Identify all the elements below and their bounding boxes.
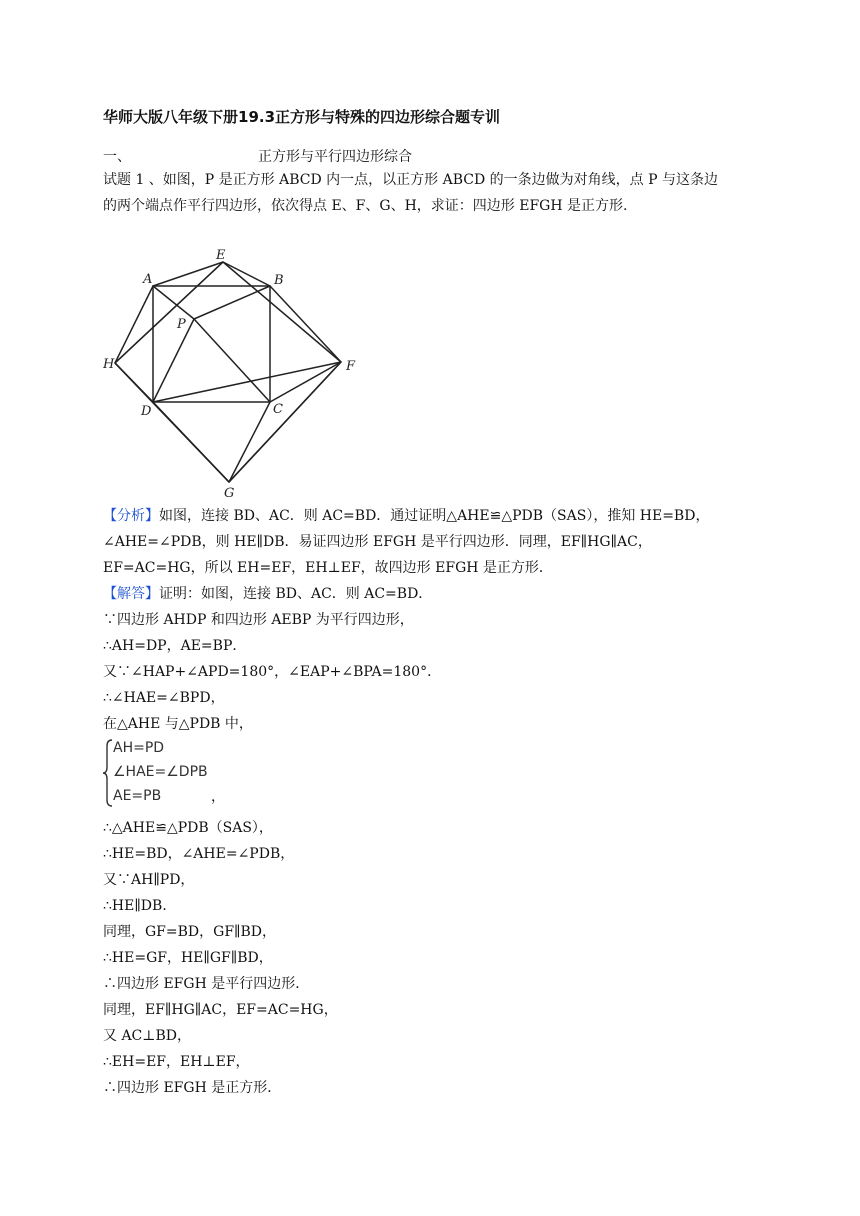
system-suffix: ， — [211, 789, 225, 805]
solution-line: ∴AH=DP，AE=BP． — [103, 638, 247, 654]
analysis-tag: 【分析】 — [103, 508, 159, 524]
solution-line: ∴四边形 EFGH 是平行四边形． — [103, 976, 310, 992]
system-row: AE=PB — [113, 788, 162, 804]
solution-line: ∴HE=GF，HE∥GF∥BD， — [103, 950, 273, 966]
label-a: A — [143, 272, 153, 287]
solution-line: ∴HE∥DB． — [103, 898, 177, 914]
analysis-line-1 — [103, 506, 709, 526]
label-p: P — [177, 317, 186, 332]
label-d: D — [141, 404, 152, 419]
square-abcd — [153, 286, 270, 402]
system-row: ∠HAE=∠DPB — [113, 764, 208, 780]
solution-tag: 【解答】 — [103, 586, 159, 602]
label-f: F — [346, 359, 356, 374]
solution-line: 在△AHE 与△PDB 中， — [103, 716, 253, 732]
solution-line: ∴HE=BD，∠AHE=∠PDB， — [103, 846, 295, 862]
problem-line-1: 试题 1 、如图，P 是正方形 ABCD 内一点，以正方形 ABCD 的一条边做为对角线，点 P 与这条边 — [103, 172, 718, 188]
solution-line: ∴∠HAE=∠BPD， — [103, 690, 225, 706]
geometry-diagram — [103, 246, 358, 501]
analysis-line-3: EF=AC=HG，所以 EH=EF，EH⊥EF，故四边形 EFGH 是正方形． — [103, 560, 553, 576]
solution-text-1: 证明：如图，连接 BD、AC．则 AC=BD． — [159, 586, 433, 602]
solution-line: 同理，EF∥HG∥AC，EF=AC=HG， — [103, 1002, 338, 1018]
solution-line-1 — [103, 584, 432, 604]
equation-system — [103, 738, 225, 808]
solution-line: 又 AC⊥BD， — [103, 1028, 191, 1044]
section-number: 一、 — [103, 149, 131, 165]
solution-line: 又∵AH∥PD， — [103, 872, 195, 888]
solution-line: ∵四边形 AHDP 和四边形 AEBP 为平行四边形， — [103, 612, 414, 628]
label-h: H — [103, 357, 115, 372]
label-e: E — [216, 248, 226, 263]
solution-line: ∴EH=EF，EH⊥EF， — [103, 1054, 250, 1070]
label-c: C — [273, 402, 283, 417]
label-b: B — [274, 273, 284, 288]
solution-line: 又∵∠HAP+∠APD=180°，∠EAP+∠BPA=180°． — [103, 664, 442, 680]
problem-line-2: 的两个端点作平行四边形，依次得点 E、F、G、H，求证：四边形 EFGH 是正方形. — [103, 198, 628, 214]
analysis-line-2: ∠AHE=∠PDB，则 HE∥DB．易证四边形 EFGH 是平行四边形．同理，EF∥HG∥AC， — [103, 534, 652, 550]
solution-line: ∴△AHE≌△PDB（SAS）， — [103, 820, 273, 836]
solution-line: ∴四边形 EFGH 是正方形． — [103, 1080, 282, 1096]
left-brace-icon — [103, 738, 113, 808]
geometry-figure — [103, 246, 358, 501]
section-heading: 正方形与平行四边形综合 — [258, 149, 412, 165]
system-row: AH=PD — [113, 740, 165, 756]
analysis-text-1: 如图，连接 BD、AC．则 AC=BD．通过证明△AHE≌△PDB（SAS），推知 HE=BD， — [159, 508, 710, 524]
document-title: 华师大版八年级下册19.3正方形与特殊的四边形综合题专训 — [103, 108, 501, 126]
solution-line: 同理，GF=BD，GF∥BD， — [103, 924, 277, 940]
label-g: G — [224, 486, 235, 501]
